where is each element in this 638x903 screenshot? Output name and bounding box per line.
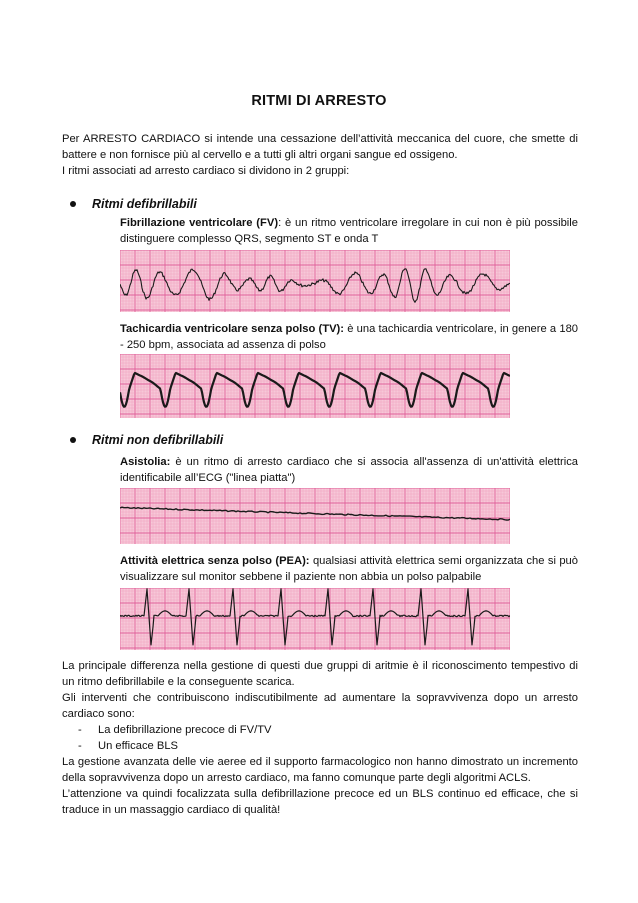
ecg-strip-tv: [120, 354, 510, 418]
bullet-defibrillable: [70, 197, 197, 211]
list-item: [78, 738, 272, 754]
fv-text: è un ritmo ventricolare irregolare in cui non è più possibile distinguere complesso QRS, segmento ST e onda T: [120, 217, 578, 245]
interventions-list: [78, 722, 272, 754]
list-item: [78, 722, 272, 738]
intro-definition: Per ARRESTO CARDIACO si intende una cessazione dell’attività meccanica del cuore, che smette di battere e non fornisce più al cervello e a tutti gli altri organi sangue ed ossigeno.: [62, 133, 578, 161]
page-title: RITMI DI ARRESTO: [251, 93, 387, 109]
conclusion-block: [62, 658, 578, 722]
fv-description: [120, 215, 578, 247]
pea-text: qualsiasi attività elettrica semi organizzata che si può visualizzare sul monitor sebbene il paziente non abbia un polso palpabile: [120, 555, 578, 583]
ecg-tv-svg: [120, 354, 510, 418]
ecg-strip-pea: [120, 588, 510, 650]
bullet-icon: [70, 201, 76, 207]
pea-description: [120, 553, 578, 585]
list-dash: -: [78, 740, 82, 752]
conclusion-interventions: Gli interventi che contribuiscono indiscutibilmente ad aumentare la sopravvivenza dopo un arresto cardiaco sono:: [62, 692, 578, 720]
defib-heading: Ritmi defibrillabili: [92, 197, 197, 211]
list-dash: -: [78, 724, 82, 736]
ecg-asystole-svg: [120, 488, 510, 544]
conclusion-focus: L’attenzione va quindi focalizzata sulla defibrillazione precoce ed un BLS continuo ed efficace, che si traduce in un massaggio cardiaco di qualità!: [62, 788, 578, 816]
asystole-term: Asistolia:: [120, 456, 171, 468]
intro-groups-sentence: I ritmi associati ad arresto cardiaco si dividono in 2 gruppi:: [62, 165, 350, 177]
conclusion-tail: [62, 754, 578, 818]
pea-term: Attività elettrica senza polso (PEA):: [120, 555, 310, 567]
nondefib-heading: Ritmi non defibrillabili: [92, 433, 224, 447]
conclusion-difference: La principale differenza nella gestione di questi due gruppi di aritmie è il riconoscimento tempestivo di un ritmo defibrillabile e la conseguente scarica.: [62, 660, 578, 688]
asystole-text: è un ritmo di arresto cardiaco che si associa all'assenza di un'attività elettrica identificabile all’ECG ("linea piatta"): [120, 456, 579, 484]
tv-description: [120, 321, 578, 353]
ecg-strip-asystole: [120, 488, 510, 544]
list-item-text: La defibrillazione precoce di FV/TV: [98, 724, 272, 736]
intro-paragraph: [62, 131, 578, 179]
ecg-strip-fv: [120, 250, 510, 312]
fv-separator: :: [278, 217, 285, 229]
tv-text: è una tachicardia ventricolare, in genere a 180 - 250 bpm, associata ad assenza di polso: [120, 323, 579, 351]
ecg-fv-svg: [120, 250, 510, 312]
ecg-pea-svg: [120, 588, 510, 650]
asystole-description: [120, 454, 578, 486]
conclusion-advanced: La gestione avanzata delle vie aeree ed il supporto farmacologico non hanno dimostrato un incremento della sopravvivenza dopo un arresto cardiaco, ma fanno comunque parte degli algoritmi ACLS.: [62, 756, 578, 784]
bullet-icon: [70, 437, 76, 443]
list-item-text: Un efficace BLS: [98, 740, 179, 752]
fv-term: Fibrillazione ventricolare (FV): [120, 217, 279, 229]
bullet-non-defibrillable: [70, 433, 223, 447]
tv-term: Tachicardia ventricolare senza polso (TV):: [120, 323, 344, 335]
